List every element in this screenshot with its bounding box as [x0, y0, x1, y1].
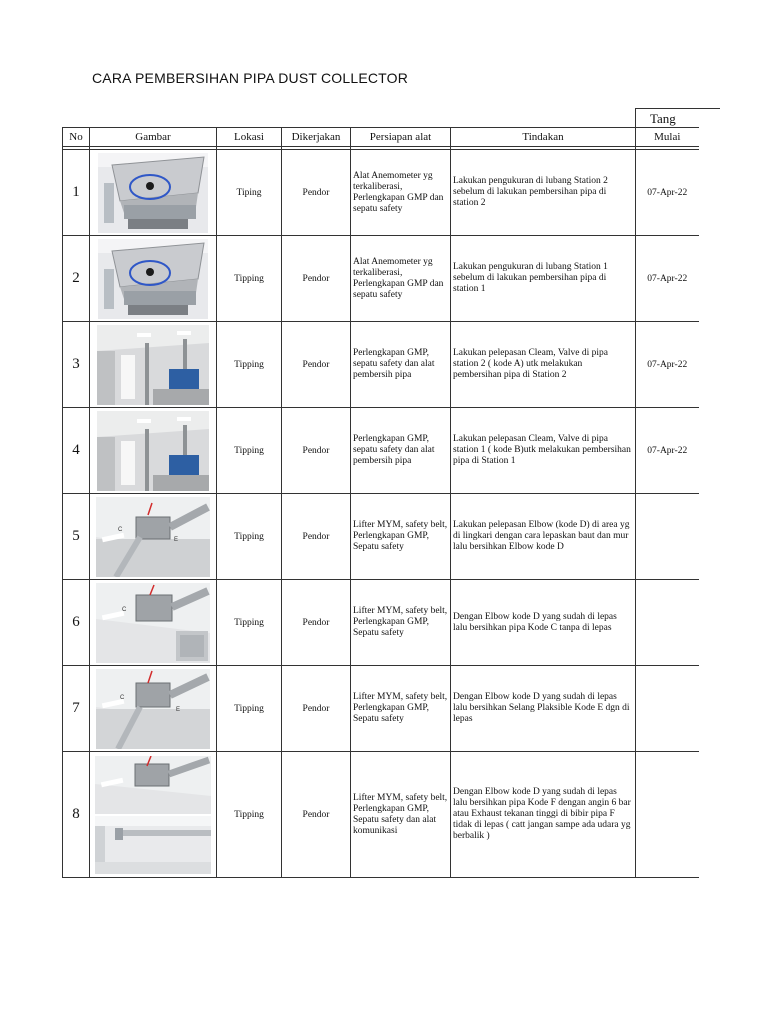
row-number: 1	[63, 150, 90, 236]
tindakan: Lakukan pelepasan Elbow (kode D) di area yg di lingkari dengan cara lepaskan baut dan mur lalu bersihkan Elbow kode D	[451, 494, 636, 580]
column-header-dikerjakan: Dikerjakan	[282, 128, 351, 147]
photo-cell	[90, 752, 217, 878]
row-number: 5	[63, 494, 90, 580]
dikerjakan: Pendor	[282, 150, 351, 236]
persiapan-alat: Perlengkapan GMP, sepatu safety dan alat pembersih pipa	[351, 408, 451, 494]
row-number: 8	[63, 752, 90, 878]
lokasi: Tipping	[217, 322, 282, 408]
mulai-date: 07-Apr-22	[636, 150, 699, 236]
svg-text:E: E	[176, 706, 181, 713]
tindakan: Dengan Elbow kode D yang sudah di lepas lalu bersihkan Selang Plaksible Kode E dgn di lepas	[451, 666, 636, 752]
persiapan-alat: Lifter MYM, safety belt, Perlengkapan GMP, Sepatu safety	[351, 580, 451, 666]
svg-text:C: C	[120, 694, 125, 701]
photo-cell	[90, 322, 217, 408]
lokasi: Tipping	[217, 408, 282, 494]
table-row	[63, 666, 699, 752]
tindakan: Dengan Elbow kode D yang sudah di lepas lalu bersihkan pipa Kode F dengan angin 6 bar atau Exhaust tekanan tinggi di bibir pipa F tidak di lepas ( catt jangan sampe ada udara yg berbalik )	[451, 752, 636, 878]
mulai-date: 07-Apr-22	[636, 408, 699, 494]
lokasi: Tipping	[217, 752, 282, 878]
ceiling-elbow-photo	[96, 583, 210, 663]
pipe-room-photo	[97, 411, 209, 491]
pipe-corridor-photo	[95, 816, 211, 874]
table-row	[63, 752, 699, 878]
ceiling-elbow-photo	[96, 497, 210, 577]
station-hopper-photo	[98, 153, 208, 233]
dikerjakan: Pendor	[282, 236, 351, 322]
photo-cell	[90, 408, 217, 494]
dikerjakan: Pendor	[282, 580, 351, 666]
lokasi: Tipping	[217, 580, 282, 666]
tindakan: Lakukan pelepasan Cleam, Valve di pipa station 1 ( kode B)utk melakukan pembersihan pipa di Station 1	[451, 408, 636, 494]
svg-text:C: C	[118, 526, 123, 533]
mulai-date: 07-Apr-22	[636, 322, 699, 408]
column-header-gambar: Gambar	[90, 128, 217, 147]
dikerjakan: Pendor	[282, 322, 351, 408]
table-row	[63, 322, 699, 408]
row-number: 2	[63, 236, 90, 322]
lokasi: Tipping	[217, 666, 282, 752]
tindakan: Dengan Elbow kode D yang sudah di lepas lalu bersihkan pipa Kode C tanpa di lepas	[451, 580, 636, 666]
mulai-date	[636, 580, 699, 666]
table-header-row	[63, 128, 699, 147]
row-number: 7	[63, 666, 90, 752]
tindakan: Lakukan pelepasan Cleam, Valve di pipa station 2 ( kode A) utk melakukan pembersihan pipa di Station 2	[451, 322, 636, 408]
column-header-no: No	[63, 128, 90, 147]
pipe-room-photo	[97, 325, 209, 405]
lokasi: Tipping	[217, 494, 282, 580]
mulai-date	[636, 494, 699, 580]
persiapan-alat: Lifter MYM, safety belt, Perlengkapan GMP, Sepatu safety dan alat komunikasi	[351, 752, 451, 878]
table-row	[63, 580, 699, 666]
mulai-date: 07-Apr-22	[636, 236, 699, 322]
dikerjakan: Pendor	[282, 666, 351, 752]
dikerjakan: Pendor	[282, 494, 351, 580]
station-hopper-photo	[98, 239, 208, 319]
persiapan-alat: Perlengkapan GMP, sepatu safety dan alat pembersih pipa	[351, 322, 451, 408]
photo-cell	[90, 494, 217, 580]
row-number: 6	[63, 580, 90, 666]
photo-cell	[90, 580, 217, 666]
row-number: 4	[63, 408, 90, 494]
dikerjakan: Pendor	[282, 752, 351, 878]
lokasi: Tipping	[217, 236, 282, 322]
persiapan-alat: Alat Anemometer yg terkaliberasi, Perlengkapan GMP dan sepatu safety	[351, 150, 451, 236]
photo-cell	[90, 236, 217, 322]
document-title: CARA PEMBERSIHAN PIPA DUST COLLECTOR	[92, 70, 409, 86]
lokasi: Tiping	[217, 150, 282, 236]
tindakan: Lakukan pengukuran di lubang Station 1 sebelum di lakukan pembersihan pipa di station 1	[451, 236, 636, 322]
column-header-tindakan: Tindakan	[451, 128, 636, 147]
table-row	[63, 150, 699, 236]
table-row	[63, 236, 699, 322]
mulai-date	[636, 666, 699, 752]
cleaning-procedure-table	[62, 127, 699, 878]
svg-text:C: C	[122, 606, 127, 613]
column-header-lokasi: Lokasi	[217, 128, 282, 147]
tindakan: Lakukan pengukuran di lubang Station 2 sebelum di lakukan pembersihan pipa di station 2	[451, 150, 636, 236]
persiapan-alat: Alat Anemometer yg terkaliberasi, Perlengkapan GMP dan sepatu safety	[351, 236, 451, 322]
mulai-date	[636, 752, 699, 878]
table-row	[63, 408, 699, 494]
ceiling-elbow-photo	[95, 756, 211, 814]
table-row	[63, 494, 699, 580]
column-header-persiapan: Persiapan alat	[351, 128, 451, 147]
photo-cell	[90, 666, 217, 752]
row-number: 3	[63, 322, 90, 408]
svg-text:E: E	[174, 536, 179, 543]
photo-cell	[90, 150, 217, 236]
dikerjakan: Pendor	[282, 408, 351, 494]
column-header-mulai: Mulai	[636, 128, 699, 147]
ceiling-elbow-photo	[96, 669, 210, 749]
tanggal-header: Tang	[635, 108, 720, 129]
persiapan-alat: Lifter MYM, safety belt, Perlengkapan GMP, Sepatu safety	[351, 666, 451, 752]
persiapan-alat: Lifter MYM, safety belt, Perlengkapan GMP, Sepatu safety	[351, 494, 451, 580]
